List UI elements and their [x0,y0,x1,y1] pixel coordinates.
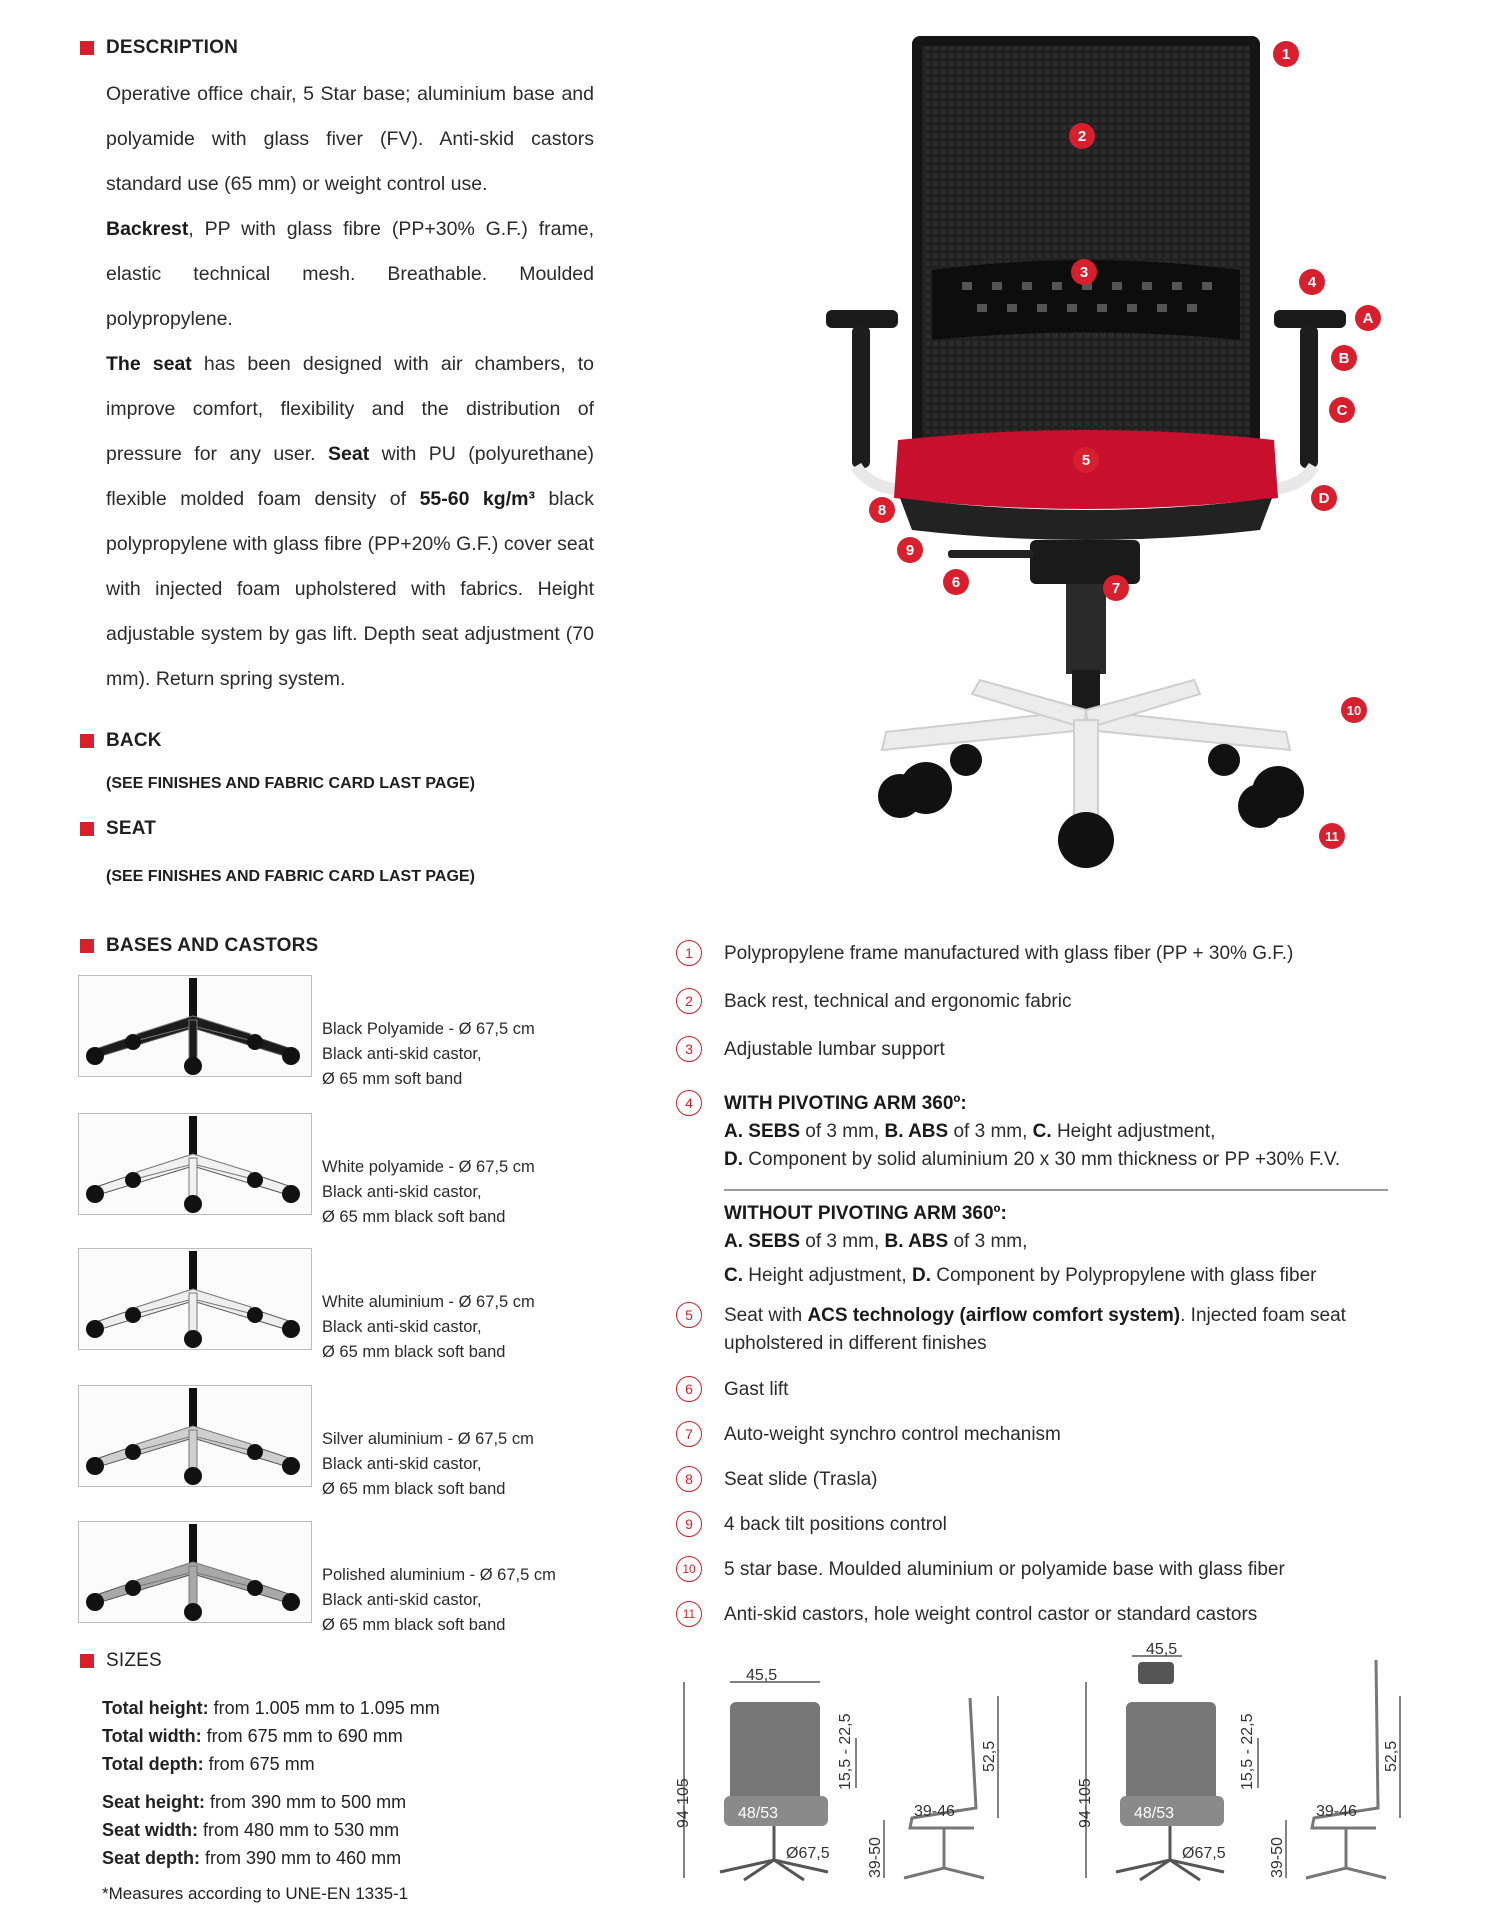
bullet-square-icon [80,939,94,953]
base-thumbnail [78,1248,312,1350]
feature-number: 3 [676,1036,702,1062]
feature-number: 1 [676,940,702,966]
base-label-line: Black anti-skid castor, [322,1045,482,1063]
svg-text:10: 10 [1346,703,1362,718]
base-label [322,1017,535,1092]
tilt-lever [948,550,1034,558]
svg-text:B: B [1338,350,1350,367]
callout-6 [943,569,969,595]
svg-text:11: 11 [1325,829,1339,844]
svg-text:1: 1 [1281,46,1291,63]
svg-text:3: 3 [1079,264,1089,281]
description-text [106,72,594,702]
mesh-pattern [922,46,1250,446]
gas-lift [1072,670,1100,710]
bullet-square-icon [80,822,94,836]
svg-text:7: 7 [1111,580,1121,597]
feature-number: 11 [676,1601,702,1627]
callout-5 [1073,447,1099,473]
description-p1: Operative office chair, 5 Star base; aluminium base and polyamide with glass fiver (FV). Anti-skid castors standard use (65 mm) or weight control use. [106,83,594,195]
bases-heading: BASES AND CASTORS [80,935,318,957]
feature-number: 8 [676,1466,702,1492]
sizes-footnote: *Measures according to UNE-EN 1335-1 [102,1884,409,1903]
callout-B [1331,345,1357,371]
base-icon [79,1386,311,1486]
callout-3 [1071,259,1097,285]
base-label-line: Ø 65 mm soft band [322,1070,463,1088]
total-depth: Total depth: from 675 mm [102,1754,315,1774]
callout-8 [869,497,895,523]
side-chair [904,1698,984,1878]
svg-text:9: 9 [905,542,915,559]
base-label-line: Ø 65 mm black soft band [322,1480,506,1498]
bullet-square-icon [80,1654,94,1668]
base-label-line: Black Polyamide - Ø 67,5 cm [322,1020,535,1038]
right-arm-post [1300,326,1318,468]
front-backrest [1126,1702,1216,1802]
gas-lift-cover [1066,584,1106,674]
base-label [322,1290,535,1365]
front-backrest [730,1702,820,1802]
svg-text:8: 8 [877,502,887,519]
base-label-line: Black anti-skid castor, [322,1183,482,1201]
svg-text:94-105: 94-105 [675,1778,692,1828]
base-thumbnail [78,1521,312,1623]
svg-text:39-50: 39-50 [867,1837,884,1878]
dimension-drawing-2 [1076,1640,1416,1890]
callout-D [1311,485,1337,511]
base-label-line: Silver aluminium - Ø 67,5 cm [322,1430,534,1448]
svg-text:52,5: 52,5 [1383,1740,1400,1772]
sizes-heading: SIZES [80,1650,162,1672]
base-icon [79,976,311,1076]
svg-text:4: 4 [1307,274,1317,291]
svg-text:39-46: 39-46 [914,1803,955,1820]
bullet-square-icon [80,41,94,55]
chair-illustration [700,20,1390,890]
base-label-line: Black anti-skid castor, [322,1591,482,1609]
description-p2: Backrest, PP with glass fibre (PP+30% G.F.) frame, elastic technical mesh. Breathable. Moulded polypropylene. [106,218,594,330]
feature-number: 10 [676,1556,702,1582]
svg-text:C: C [1336,402,1348,419]
right-armpad [1274,310,1346,328]
callout-10 [1341,697,1367,723]
seat-height: Seat height: from 390 mm to 500 mm [102,1792,407,1812]
svg-text:52,5: 52,5 [981,1740,998,1772]
svg-text:15,5 - 22,5: 15,5 - 22,5 [1239,1713,1256,1790]
svg-text:Ø67,5: Ø67,5 [1182,1845,1226,1862]
base-label-line: Black anti-skid castor, [322,1455,482,1473]
svg-text:D: D [1318,490,1330,507]
base-label-line: Ø 65 mm black soft band [322,1208,506,1226]
feature-number: 9 [676,1511,702,1537]
base-label-line: Polished aluminium - Ø 67,5 cm [322,1566,556,1584]
base-thumbnail [78,1385,312,1487]
left-armpad [826,310,898,328]
svg-text:45,5: 45,5 [1146,1641,1178,1658]
description-p3: The seat has been designed with air chambers, to improve comfort, flexibility and the distribution of pressure for any user. Seat with PU (polyurethane) flexible molded foam density of 55-60 kg/m³ black polypropylene with glass fibre (PP+20% G.F.) cover seat with injected foam upholstered with fabrics. Height adjustable system by gas lift. Depth seat adjustment (70 mm). Return spring system. [106,353,595,690]
svg-text:2: 2 [1077,128,1087,145]
callout-A [1355,305,1381,331]
side-chair [1306,1660,1386,1878]
base-label-line: Ø 65 mm black soft band [322,1343,506,1361]
base-label-line: Black anti-skid castor, [322,1318,482,1336]
base-label-line: White aluminium - Ø 67,5 cm [322,1293,535,1311]
callout-C [1329,397,1355,423]
feature-divider [724,1189,1388,1191]
svg-text:A: A [1362,310,1374,327]
base-label [322,1427,534,1502]
bullet-square-icon [80,734,94,748]
sizes-totals [102,1694,440,1778]
svg-text:94-105: 94-105 [1077,1778,1094,1828]
description-heading: DESCRIPTION [80,37,238,59]
base-label [322,1563,556,1638]
seat-width: Seat width: from 480 mm to 530 mm [102,1820,400,1840]
feature-number: 6 [676,1376,702,1402]
base-thumbnail [78,1113,312,1215]
svg-text:48/53: 48/53 [1134,1805,1175,1822]
svg-text:39-46: 39-46 [1316,1803,1357,1820]
sizes-seat [102,1788,406,1872]
callout-1 [1273,41,1299,67]
total-height: Total height: from 1.005 mm to 1.095 mm [102,1698,440,1718]
callout-11 [1319,823,1345,849]
base-label [322,1155,535,1230]
svg-text:Ø67,5: Ø67,5 [786,1845,830,1862]
seat-depth: Seat depth: from 390 mm to 460 mm [102,1848,402,1868]
base-icon [79,1249,311,1349]
feature-number: 4 [676,1090,702,1116]
callout-9 [897,537,923,563]
svg-text:6: 6 [951,574,961,591]
base-icon [79,1114,311,1214]
svg-text:5: 5 [1081,452,1091,469]
callout-4 [1299,269,1325,295]
base-label-line: Ø 65 mm black soft band [322,1616,506,1634]
base-label-line: White polyamide - Ø 67,5 cm [322,1158,535,1176]
left-arm-post [852,326,870,468]
front-headrest [1138,1662,1174,1684]
feature-number: 7 [676,1421,702,1447]
back-heading: BACK [80,730,162,752]
callout-7 [1103,575,1129,601]
feature-number: 2 [676,988,702,1014]
back-note: (SEE FINISHES AND FABRIC CARD LAST PAGE) [106,775,475,792]
callout-2 [1069,123,1095,149]
dimension-drawing-1 [674,1668,1014,1888]
feature-number: 5 [676,1302,702,1328]
base-thumbnail [78,975,312,1077]
seat-note: (SEE FINISHES AND FABRIC CARD LAST PAGE) [106,868,475,885]
svg-text:45,5: 45,5 [746,1668,778,1684]
svg-text:48/53: 48/53 [738,1805,779,1822]
svg-text:39-50: 39-50 [1269,1837,1286,1878]
total-width: Total width: from 675 mm to 690 mm [102,1726,403,1746]
seat-heading: SEAT [80,818,156,840]
svg-text:15,5 - 22,5: 15,5 - 22,5 [837,1713,854,1790]
base-icon [79,1522,311,1622]
